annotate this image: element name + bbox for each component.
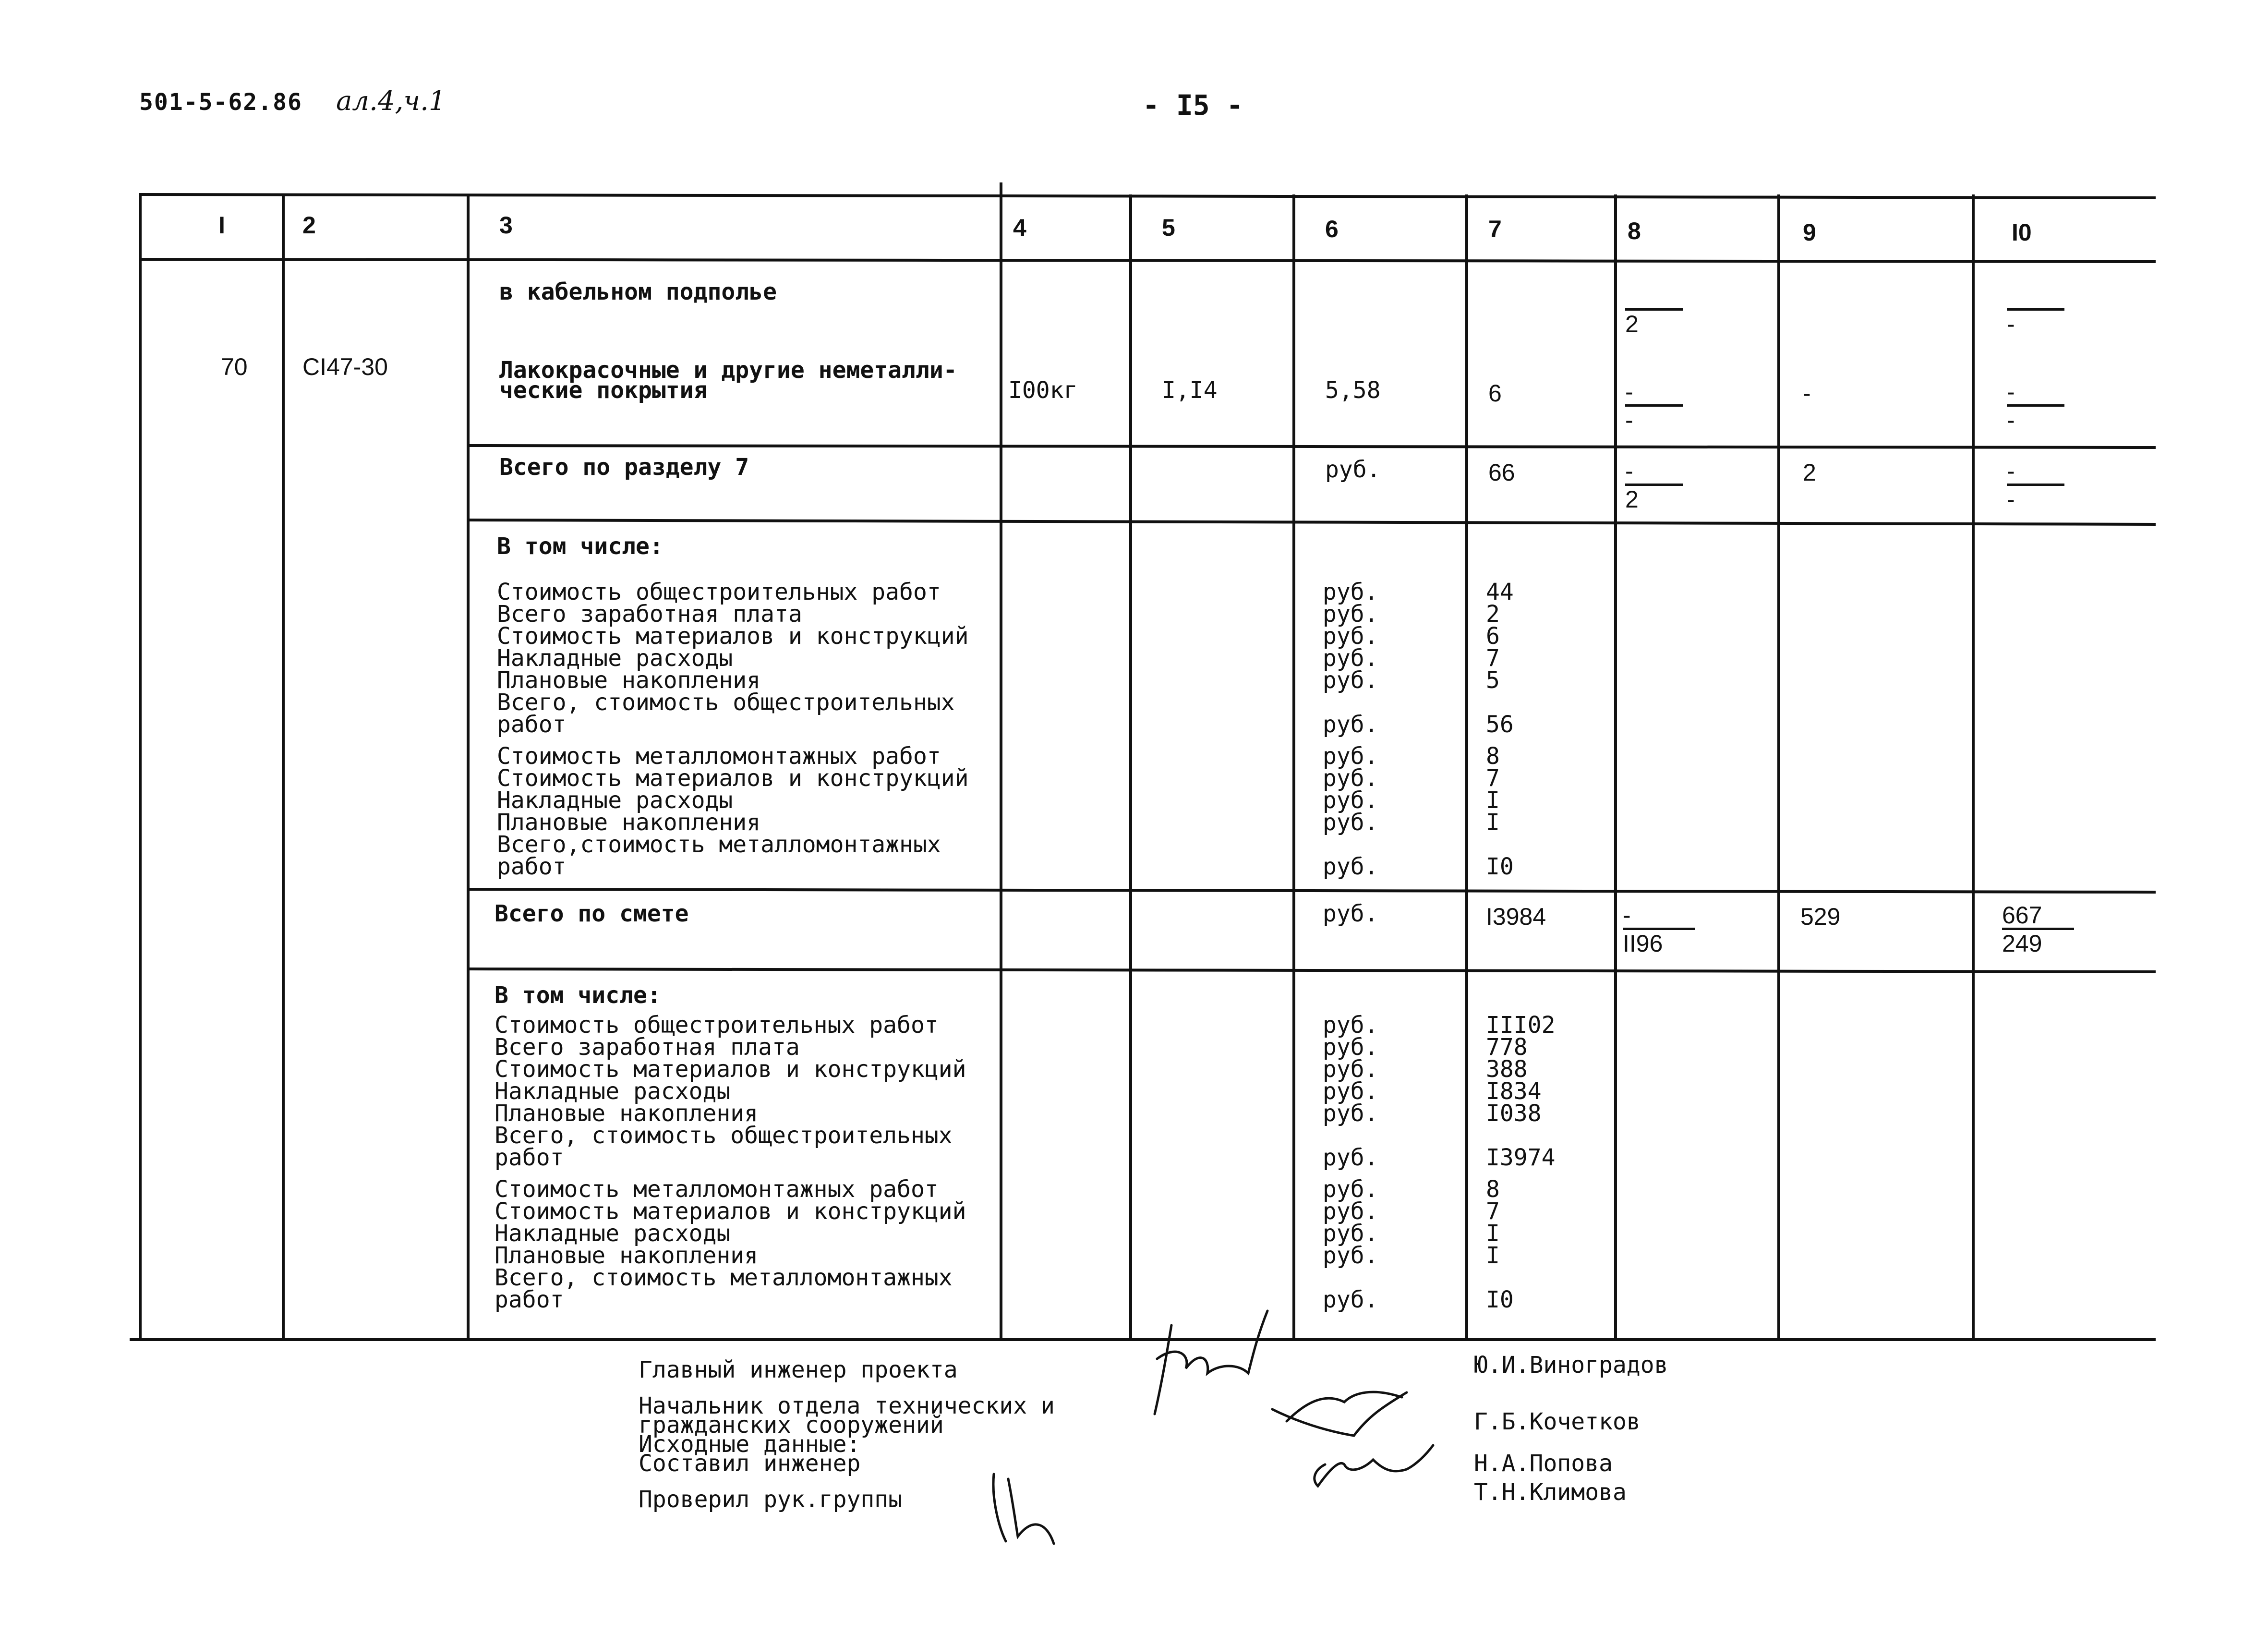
breakdown-unit: руб. [1323,645,1378,672]
row70-number: 70 [221,353,248,380]
breakdown-unit: руб. [1323,1012,1378,1039]
breakdown-unit: руб. [1323,809,1378,836]
col-header-3: 3 [499,212,513,239]
breakdown-unit: руб. [1323,1176,1378,1203]
row70-qty: I,I4 [1162,377,1218,404]
breakdown-value: 44 [1486,579,1514,605]
breakdown-label: Накладные расходы [497,787,733,814]
row70-col8-top-den: 2 [1625,311,1639,338]
col-header-9: 9 [1803,219,1816,246]
breakdown-value: I0 [1486,853,1514,880]
row70-col10-den: - [2007,407,2015,434]
signature-head [1272,1392,1407,1436]
row70-pre-text: в кабельном подполье [499,278,777,305]
breakdown-label: Накладные расходы [495,1220,731,1247]
breakdown-label: Стоимость материалов и конструкций [497,765,969,792]
section-breakdown-heading: В том числе: [497,533,664,560]
breakdown-label: Всего заработная плата [497,601,802,628]
breakdown-label: работ [495,1286,564,1313]
breakdown-value: 5 [1486,667,1500,694]
row70-desc-line2: ческие покрытия [499,377,708,404]
row70-unit: I00кг [1008,377,1078,404]
breakdown-unit: руб. [1323,1034,1378,1061]
breakdown-label: Плановые накопления [497,809,761,836]
breakdown-label: Всего, стоимость металломонтажных [495,1264,953,1291]
compiled-label: Составил инженер [639,1450,861,1477]
row70-desc-line1: Лакокрасочные и другие неметалли- [499,357,957,384]
head-label-line1: Начальник отдела технических и [639,1392,1055,1419]
col-header-8: 8 [1628,218,1641,244]
document-code: 501-5-62.86 [139,89,302,116]
signature-compiler [1315,1445,1433,1486]
breakdown-label: Плановые накопления [495,1100,759,1127]
section-total-label: Всего по разделу 7 [499,454,749,481]
breakdown-value: I [1486,1220,1500,1247]
breakdown-unit: руб. [1323,667,1378,694]
breakdown-label: Плановые накопления [495,1242,759,1269]
row70-col8-den: - [1625,407,1633,434]
breakdown-value: 388 [1486,1056,1528,1083]
breakdown-unit: руб. [1323,1078,1378,1105]
breakdown-label: Плановые накопления [497,667,761,694]
estimate-total-value: I3984 [1486,903,1546,930]
breakdown-value: III02 [1486,1012,1556,1039]
estimate-total-col10-den: 249 [2002,930,2042,957]
breakdown-value: I3974 [1486,1144,1556,1171]
breakdown-unit: руб. [1323,1286,1378,1313]
breakdown-value: I038 [1486,1100,1542,1127]
breakdown-label: Стоимость материалов и конструкций [495,1056,966,1083]
section-total-value: 66 [1488,459,1515,486]
section-total-col10-num: - [2007,459,2064,486]
col-header-10: I0 [2012,219,2032,246]
chief-engineer-label: Главный инженер проекта [639,1356,958,1383]
breakdown-unit: руб. [1323,1100,1378,1127]
breakdown-unit: руб. [1323,1144,1378,1171]
breakdown-value: 56 [1486,711,1514,738]
breakdown-value: I0 [1486,1286,1514,1313]
estimate-total-col8-den: II96 [1623,930,1663,957]
breakdown-value: 6 [1486,623,1500,650]
row70-price: 5,58 [1325,377,1381,404]
signature-checker [993,1474,1054,1544]
estimate-total-col9: 529 [1800,903,1841,930]
breakdown-value: I [1486,809,1500,836]
breakdown-label: Накладные расходы [497,645,733,672]
breakdown-label: Всего, стоимость общестроительных [495,1122,953,1149]
breakdown-label: Всего, стоимость общестроительных [497,689,955,716]
checked-label: Проверил рук.группы [639,1486,903,1513]
breakdown-unit: руб. [1323,1242,1378,1269]
section-total-col8-den: 2 [1625,486,1639,513]
row70-total: 6 [1488,380,1502,407]
breakdown-label: Стоимость материалов и конструкций [495,1198,966,1225]
breakdown-value: 2 [1486,601,1500,628]
breakdown-unit: руб. [1323,623,1378,650]
signature-chief [1155,1311,1267,1414]
breakdown-unit: руб. [1323,787,1378,814]
breakdown-unit: руб. [1323,1198,1378,1225]
col-header-6: 6 [1325,216,1339,242]
chief-engineer-name: Ю.И.Виноградов [1474,1352,1668,1379]
estimate-breakdown-heading: В том числе: [495,982,661,1009]
breakdown-value: 778 [1486,1034,1528,1061]
breakdown-value: 7 [1486,645,1500,672]
breakdown-label: Стоимость материалов и конструкций [497,623,969,650]
breakdown-unit: руб. [1323,1056,1378,1083]
estimate-total-label: Всего по смете [495,900,689,927]
col-header-5: 5 [1162,214,1175,241]
breakdown-unit: руб. [1323,711,1378,738]
col-header-1: I [218,212,225,239]
section-total-unit: руб. [1325,456,1381,483]
breakdown-unit: руб. [1323,853,1378,880]
breakdown-value: 7 [1486,1198,1500,1225]
row70-col10-top-den: - [2007,311,2015,338]
estimate-total-unit: руб. [1323,900,1378,927]
page-number: - I5 - [1143,89,1243,121]
col-header-7: 7 [1488,216,1502,242]
head-label-line2: гражданских сооружений [639,1412,944,1439]
breakdown-value: 8 [1486,1176,1500,1203]
breakdown-value: I [1486,1242,1500,1269]
estimate-total-col8-num: - [1623,903,1695,930]
breakdown-label: Всего,стоимость металломонтажных [497,831,941,858]
col-header-2: 2 [302,212,316,239]
breakdown-unit: руб. [1323,579,1378,605]
handwritten-note: ал.4,ч.1 [336,85,446,117]
breakdown-value: 7 [1486,765,1500,792]
head-name: Г.Б.Кочетков [1474,1408,1641,1435]
row70-col9: - [1803,380,1811,407]
breakdown-unit: руб. [1323,1220,1378,1247]
breakdown-value: I [1486,787,1500,814]
section-total-col8-num: - [1625,459,1683,486]
row70-col8-num: - [1625,379,1683,407]
row70-col10-num: - [2007,379,2064,407]
breakdown-label: Стоимость общестроительных работ [495,1012,939,1039]
breakdown-label: Стоимость металломонтажных работ [497,743,941,770]
row70-code: СI47-30 [302,353,388,380]
section-total-col10-den: - [2007,486,2015,513]
breakdown-label: работ [497,711,567,738]
checked-name: Т.Н.Климова [1474,1479,1627,1506]
breakdown-value: I834 [1486,1078,1542,1105]
breakdown-label: Стоимость общестроительных работ [497,579,941,605]
compiled-name: Н.А.Попова [1474,1450,1613,1477]
breakdown-unit: руб. [1323,765,1378,792]
source-data-label: Исходные данные: [639,1431,861,1458]
breakdown-label: Всего заработная плата [495,1034,800,1061]
breakdown-label: Стоимость металломонтажных работ [495,1176,939,1203]
breakdown-unit: руб. [1323,743,1378,770]
estimate-total-col10-num: 667 [2002,903,2074,930]
breakdown-value: 8 [1486,743,1500,770]
breakdown-label: Накладные расходы [495,1078,731,1105]
breakdown-label: работ [497,853,567,880]
col-header-4: 4 [1013,214,1026,241]
breakdown-unit: руб. [1323,601,1378,628]
section-total-col9: 2 [1803,459,1816,486]
breakdown-label: работ [495,1144,564,1171]
